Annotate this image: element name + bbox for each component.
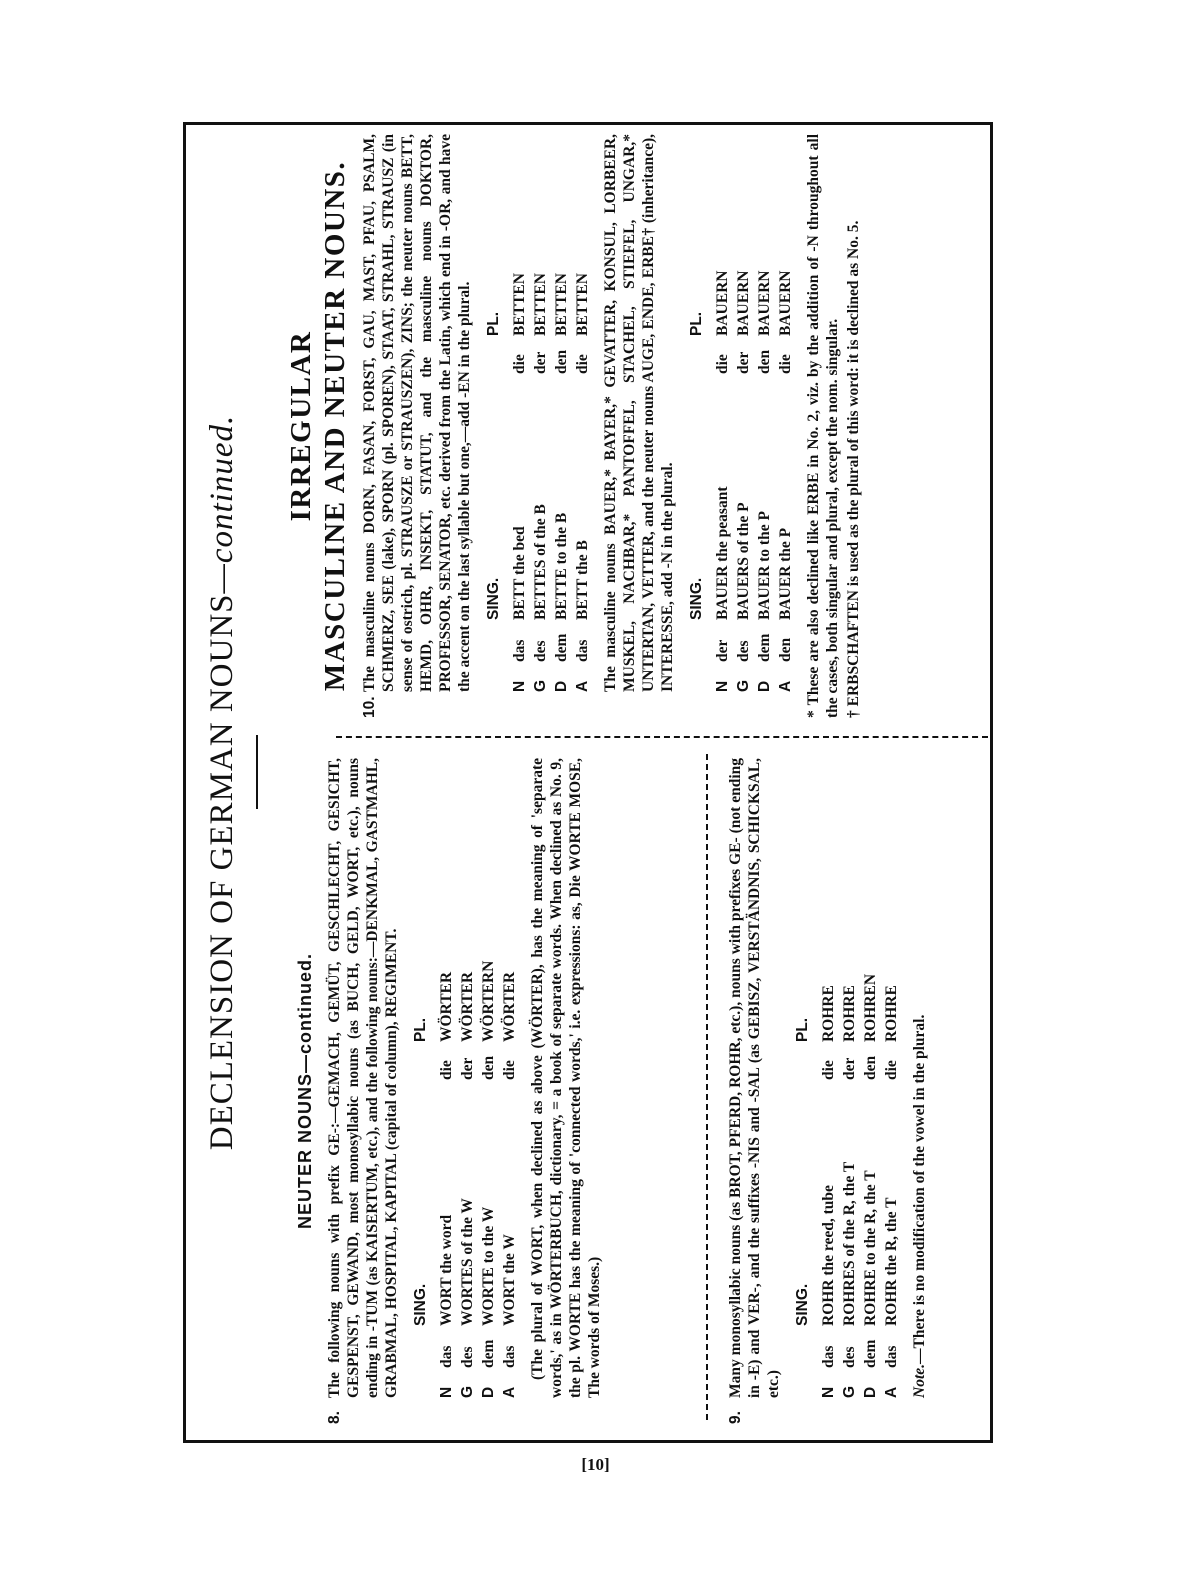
article: das <box>820 1345 837 1368</box>
rotated-content <box>186 125 990 1440</box>
section-9-number: 9. <box>727 1411 744 1424</box>
declension-row <box>499 758 520 1398</box>
wort-note: (The plural of WORT, when declined as above (WÖRTER), has the meaning of 'separate words,' as in WÖRTERBUCH, dictionary, = a book of separate words. When declined as No. 9, the pl. WORTE has the meaning of 'connected words,' i.e. expressions: as, Die WORTE MOSE, The words of Moses.) <box>529 758 603 1398</box>
plural-article: die <box>714 354 731 374</box>
section-10-text: The masculine nouns DORN, FASAN, FORST, GAU, MAST, PFAU, PSALM, SCHMERZ, SEE (lake), SPORN (pl. SPOREN), STAAT, STRAHL, STRAUSZ (in sense of ostrich, pl. STRAUSZE or STRAUSZEN), ZINS; the neuter nouns BETT, HEMD, OHR, INSEKT, STATUT, and the masculine nouns DOKTOR, PROFESSOR, SENATOR, etc. derived from the Latin, which end in -OR, and have the accent on the last syllable but one,—add -EN in the plural. <box>361 134 473 692</box>
plural-form: ROHREN <box>862 973 879 1042</box>
plural-form: BAUERN <box>777 270 794 336</box>
case-label: N <box>714 680 731 692</box>
declension-row <box>754 134 775 692</box>
declension-row <box>775 134 796 692</box>
singular-form: ROHR the reed, tube <box>820 1185 837 1326</box>
singular-form: WORTE to the W <box>480 1206 497 1326</box>
singular-form: BETTES of the B <box>532 504 549 620</box>
page-title <box>190 125 254 1440</box>
article: das <box>438 1345 455 1368</box>
singular-form: BETTE to the B <box>553 512 570 620</box>
page-number: [10] <box>581 1455 610 1474</box>
plural-form: BAUERN <box>735 270 752 336</box>
plural-form: WÖRTER <box>438 971 455 1042</box>
singular-form: BAUER the peasant <box>714 486 731 620</box>
plural-article: die <box>883 1060 900 1080</box>
case-label: A <box>883 1386 900 1398</box>
declension-row <box>551 134 572 692</box>
singular-form: ROHRE to the R, the T <box>862 1170 879 1326</box>
declension-row <box>818 758 839 1398</box>
article: des <box>841 1346 858 1368</box>
section-10 <box>360 134 474 718</box>
left-column-top <box>296 758 604 1424</box>
pl-header: PL. <box>688 311 705 336</box>
declension-row <box>733 134 754 692</box>
declension-row <box>572 134 593 692</box>
declension-row <box>860 758 881 1398</box>
plural-form: BETTEN <box>574 273 591 336</box>
plural-article: die <box>511 354 528 374</box>
page-frame <box>183 122 993 1443</box>
case-label: N <box>438 1386 455 1398</box>
right-column <box>284 134 863 718</box>
article: dem <box>756 633 773 662</box>
singular-form: WORT the W <box>501 1234 518 1326</box>
article: das <box>883 1345 900 1368</box>
plural-article: der <box>532 351 549 374</box>
article: des <box>532 640 549 662</box>
left-section-divider <box>706 754 708 1420</box>
bauer-header <box>687 134 706 692</box>
article: das <box>501 1345 518 1368</box>
declension-row <box>457 758 478 1398</box>
footnote-asterisk: * These are also declined like ERBE in No. 2, viz. by the addition of -N throughout all the cases, both singular and plural, except the nom. singular. <box>805 134 841 718</box>
plural-form: WÖRTER <box>501 971 518 1042</box>
title-suffix: —continued. <box>204 414 240 594</box>
case-label: A <box>777 680 794 692</box>
sing-header: SING. <box>794 1283 811 1326</box>
article: der <box>714 639 731 662</box>
section-10-text2: The masculine nouns BAUER,* BAYER,* GEVATTER, KONSUL, LORBEER, MUSKEL, NACHBAR,* PANTOFFEL, STACHEL, STIEFEL, UNGAR,* UNTERTAN, VETTER, and the neuter nouns AUGE, ENDE, ERBE† (inheritance), INTERESSE, add -N in the plural. <box>602 134 676 692</box>
masc-neuter-heading: MASCULINE AND NEUTER NOUNS. <box>319 160 351 692</box>
sing-header: SING. <box>412 1283 429 1326</box>
case-label: D <box>862 1386 879 1398</box>
wort-header <box>411 758 430 1398</box>
column-divider <box>336 736 988 738</box>
singular-form: BAUER the P <box>777 527 794 620</box>
case-label: G <box>841 1385 858 1398</box>
rohr-note <box>910 758 929 1424</box>
article: das <box>574 639 591 662</box>
title-underline <box>256 735 258 809</box>
neuter-heading: NEUTER NOUNS—continued. <box>295 953 315 1230</box>
singular-form: BETT the bed <box>511 526 528 620</box>
case-label: D <box>756 680 773 692</box>
plural-article: den <box>553 349 570 374</box>
footnote-dagger: † ERBSCHAFTEN is used as the plural of this word: it is declined as No. 5. <box>845 220 862 718</box>
plural-form: ROHRE <box>841 985 858 1042</box>
irregular-heading: IRREGULAR <box>285 330 317 522</box>
title-text: DECLENSION OF GERMAN NOUNS <box>204 593 240 1151</box>
plural-form: BETTEN <box>532 273 549 336</box>
singular-form: BAUERS of the P <box>735 502 752 620</box>
article: das <box>511 639 528 662</box>
case-label: G <box>532 679 549 692</box>
plural-article: der <box>735 351 752 374</box>
case-label: G <box>459 1385 476 1398</box>
plural-form: ROHRE <box>883 985 900 1042</box>
article: dem <box>862 1339 879 1368</box>
section-8 <box>325 758 401 1424</box>
plural-article: den <box>862 1055 879 1080</box>
declension-row <box>436 758 457 1398</box>
case-label: D <box>480 1386 497 1398</box>
singular-form: WORTES of the W <box>459 1198 476 1326</box>
singular-form: ROHRES of the R, the T <box>841 1161 858 1326</box>
plural-article: den <box>756 349 773 374</box>
bauer-declension <box>687 134 796 718</box>
article: des <box>735 640 752 662</box>
pl-header: PL. <box>485 311 502 336</box>
plural-form: BAUERN <box>756 270 773 336</box>
plural-article: die <box>574 354 591 374</box>
plural-article: die <box>777 354 794 374</box>
plural-article: die <box>438 1060 455 1080</box>
note-text: —There is no modification of the vowel in the plural. <box>911 1014 928 1364</box>
singular-form: BETT the B <box>574 540 591 620</box>
note-label: Note. <box>911 1363 928 1398</box>
plural-article: der <box>459 1057 476 1080</box>
wort-declension <box>411 758 520 1424</box>
rohr-declension <box>793 758 902 1424</box>
section-8-number: 8. <box>326 1411 343 1424</box>
article: dem <box>480 1339 497 1368</box>
case-label: A <box>501 1386 518 1398</box>
article: den <box>777 637 794 662</box>
section-9-text: Many monosyllabic nouns (as BROT, PFERD, ROHR, etc.), nouns with prefixes GE- (not ending in -E) and VER-, and the suffixes -NIS and -SAL (as GEBISZ, VERSTÄNDNIS, SCHICKSAL, etc.) <box>727 758 782 1398</box>
sing-header: SING. <box>688 577 705 620</box>
declension-row <box>839 758 860 1398</box>
case-label: D <box>553 680 570 692</box>
article: des <box>459 1346 476 1368</box>
plural-article: die <box>820 1060 837 1080</box>
case-label: G <box>735 679 752 692</box>
declension-row <box>478 758 499 1398</box>
declension-row <box>712 134 733 692</box>
plural-form: ROHRE <box>820 985 837 1042</box>
section-10-number: 10. <box>361 696 378 718</box>
declension-row <box>509 134 530 692</box>
left-column-bottom <box>726 758 929 1424</box>
plural-form: BETTEN <box>553 273 570 336</box>
bett-declension <box>484 134 593 718</box>
declension-row <box>881 758 902 1398</box>
singular-form: BAUER to the P <box>756 511 773 620</box>
bett-header <box>484 134 503 692</box>
pl-header: PL. <box>794 1017 811 1042</box>
singular-form: ROHR the R, the T <box>883 1197 900 1326</box>
case-label: N <box>511 680 528 692</box>
plural-article: die <box>501 1060 518 1080</box>
case-label: N <box>820 1386 837 1398</box>
rohr-header <box>793 758 812 1398</box>
plural-form: BETTEN <box>511 273 528 336</box>
pl-header: PL. <box>412 1017 429 1042</box>
plural-form: BAUERN <box>714 270 731 336</box>
section-9 <box>726 758 783 1424</box>
plural-article: den <box>480 1055 497 1080</box>
plural-form: WÖRTERN <box>480 960 497 1042</box>
article: dem <box>553 633 570 662</box>
plural-form: WÖRTER <box>459 971 476 1042</box>
section-8-text: The following nouns with prefix GE-:—GEMACH, GEMÜT, GESCHLECHT, GESICHT, GESPENST, GEWAND, most monosyllabic nouns (as BUCH, GELD, WORT, etc.), nouns ending in -TUM (as KAISERTUM, etc.), and the following nouns:—DENKMAL, GASTMAHL, GRABMAL, HOSPITAL, KAPITAL (capital of column), REGIMENT. <box>326 758 400 1398</box>
declension-row <box>530 134 551 692</box>
singular-form: WORT the word <box>438 1214 455 1326</box>
case-label: A <box>574 680 591 692</box>
plural-article: der <box>841 1057 858 1080</box>
sing-header: SING. <box>485 577 502 620</box>
